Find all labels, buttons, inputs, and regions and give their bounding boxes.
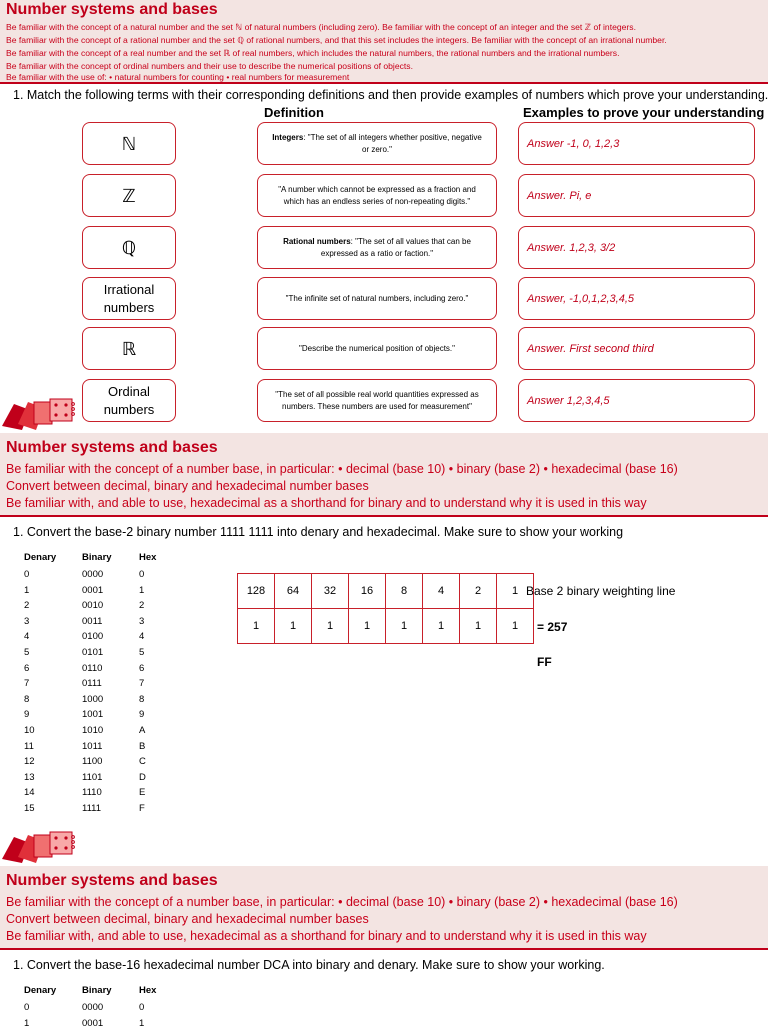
table-cell: 0010 <box>82 600 104 612</box>
section1-objective: Be familiar with the concept of a natural number and the set ℕ of natural numbers (including zero). Be familiar with the concept of an integer and the set ℤ of integers. <box>6 22 636 32</box>
table-cell: 15 <box>24 803 35 814</box>
definition-header: Definition <box>264 105 324 120</box>
definition-text: : "The set of all integers whether positive, negative or zero." <box>303 132 482 154</box>
section3-divider <box>0 948 768 950</box>
table-cell: A <box>139 725 146 736</box>
answer-field[interactable]: Answer -1, 0, 1,2,3 <box>518 122 755 165</box>
table-cell: 9 <box>139 709 145 721</box>
bit-cell: 1 <box>238 609 275 644</box>
weight-cell: 16 <box>349 574 386 609</box>
table-cell: 0000 <box>82 569 104 580</box>
table-cell: 0 <box>139 1002 145 1013</box>
table-cell: 5 <box>139 647 145 658</box>
term-box: Irrational numbers <box>82 277 176 320</box>
term-box: ℝ <box>82 327 176 370</box>
dice-logo-icon <box>0 829 78 865</box>
table-cell: F <box>139 803 145 814</box>
definition-box <box>257 327 497 370</box>
definition-box <box>257 226 497 269</box>
table-header: Denary <box>24 552 57 563</box>
section1-objective: Be familiar with the concept of a real number and the set ℝ of real numbers, which includes the natural numbers, the rational numbers and the irrational numbers. <box>6 48 620 58</box>
table-cell: B <box>139 740 146 752</box>
bit-cell: 1 <box>349 609 386 644</box>
section2-title: Number systems and bases <box>6 439 218 456</box>
binary-weighting-grid <box>237 573 534 644</box>
section2-divider <box>0 515 768 517</box>
section3-objective: Be familiar with, and able to use, hexadecimal as a shorthand for binary and to understand why it is used in this way <box>6 929 647 943</box>
examples-header: Examples to prove your understanding <box>523 105 765 120</box>
table-cell: 3 <box>139 615 145 627</box>
table-cell: 14 <box>24 787 35 799</box>
table-cell: 6 <box>139 662 145 674</box>
table-cell: 0100 <box>82 631 104 643</box>
weight-cell: 2 <box>460 574 497 609</box>
definition-term: Rational numbers <box>283 236 351 246</box>
term-box: ℕ <box>82 122 176 165</box>
weight-cell: 64 <box>275 574 312 609</box>
table-cell: 2 <box>139 600 145 612</box>
table-cell: 2 <box>24 600 30 612</box>
table-header: Denary <box>24 985 57 996</box>
table-cell: 8 <box>139 693 145 705</box>
table-cell: 1 <box>139 1017 145 1029</box>
table-cell: 0101 <box>82 647 104 658</box>
table-cell: 4 <box>24 631 30 643</box>
section1-objective: Be familiar with the concept of ordinal numbers and their use to describe the numerical positions of objects. <box>6 61 413 71</box>
table-cell: 1111 <box>82 803 102 814</box>
definition-text: "Describe the numerical position of objects." <box>299 343 455 353</box>
bit-cell: 1 <box>386 609 423 644</box>
table-cell: 8 <box>24 693 30 705</box>
section1-question: 1. Match the following terms with their corresponding definitions and then provide examples of numbers which prove your understanding. <box>13 88 768 102</box>
table-cell: 0001 <box>82 584 104 596</box>
table-cell: 1 <box>139 584 145 596</box>
table-cell: 9 <box>24 709 30 721</box>
table-cell: 0011 <box>82 615 103 627</box>
table-cell: D <box>139 771 146 783</box>
section1-objective: Be familiar with the use of: • natural numbers for counting • real numbers for measurement <box>6 72 350 82</box>
weight-cell: 8 <box>386 574 423 609</box>
table-cell: 0 <box>139 569 145 580</box>
weight-cell: 128 <box>238 574 275 609</box>
table-cell: 1100 <box>82 756 103 768</box>
term-box: ℤ <box>82 174 176 217</box>
table-cell: 0110 <box>82 662 103 674</box>
table-cell: 0000 <box>82 1002 104 1013</box>
definition-box <box>257 122 497 165</box>
table-cell: 6 <box>24 662 30 674</box>
table-cell: 1001 <box>82 709 104 721</box>
table-header: Binary <box>82 552 112 563</box>
table-cell: 1110 <box>82 787 102 799</box>
table-cell: 13 <box>24 771 35 783</box>
weighting-label: Base 2 binary weighting line <box>526 584 676 598</box>
table-cell: 1 <box>24 584 30 596</box>
section1-divider <box>0 82 768 84</box>
table-cell: 7 <box>139 678 145 690</box>
definition-box <box>257 379 497 422</box>
section3-question: 1. Convert the base-16 hexadecimal number DCA into binary and denary. Make sure to show your working. <box>13 958 605 972</box>
table-cell: 0 <box>24 569 30 580</box>
section3-objective: Be familiar with the concept of a number base, in particular: • decimal (base 10) • binary (base 2) • hexadecimal (base 16) <box>6 895 678 909</box>
definition-text: : "The set of all values that can be expressed as a ratio or faction." <box>320 236 471 258</box>
definition-text: "A number which cannot be expressed as a fraction and which has an endless series of non-repeating digits." <box>278 184 476 206</box>
table-cell: 4 <box>139 631 145 643</box>
section2-objective: Be familiar with the concept of a number base, in particular: • decimal (base 10) • binary (base 2) • hexadecimal (base 16) <box>6 462 678 476</box>
bit-cell: 1 <box>312 609 349 644</box>
section1-objective: Be familiar with the concept of a rational number and the set ℚ of rational numbers, and that this set includes the integers. Be familiar with the concept of an irrational number. <box>6 35 667 45</box>
weight-cell: 32 <box>312 574 349 609</box>
denary-result: = 257 <box>537 620 568 634</box>
table-cell: 0001 <box>82 1017 104 1029</box>
term-box: ℚ <box>82 226 176 269</box>
table-cell: 1000 <box>82 693 104 705</box>
bit-cell: 1 <box>275 609 312 644</box>
section3-title: Number systems and bases <box>6 872 218 889</box>
definition-text: "The infinite set of natural numbers, including zero." <box>285 293 469 303</box>
hex-result: FF <box>537 655 552 669</box>
table-header: Binary <box>82 985 112 996</box>
table-cell: 1101 <box>82 771 103 783</box>
table-cell: C <box>139 756 146 768</box>
weight-cell: 4 <box>423 574 460 609</box>
table-cell: 1 <box>24 1017 30 1029</box>
definition-box <box>257 277 497 320</box>
weight-cell: 1 <box>497 574 534 609</box>
table-cell: 11 <box>24 740 34 752</box>
answer-field[interactable]: Answer. 1,2,3, 3/2 <box>518 226 755 269</box>
section2-objective: Be familiar with, and able to use, hexadecimal as a shorthand for binary and to understand why it is used in this way <box>6 496 647 510</box>
table-header: Hex <box>139 985 157 996</box>
bit-cell: 1 <box>497 609 534 644</box>
table-cell: 12 <box>24 756 35 768</box>
bit-cell: 1 <box>460 609 497 644</box>
answer-field[interactable]: Answer. Pi, e <box>518 174 755 217</box>
table-cell: 5 <box>24 647 30 658</box>
table-cell: 3 <box>24 615 30 627</box>
definition-box <box>257 174 497 217</box>
table-cell: 0 <box>24 1002 30 1013</box>
table-cell: 1010 <box>82 725 104 736</box>
definition-text: "The set of all possible real world quantities expressed as numbers. These numbers are used for measurement" <box>275 389 479 411</box>
table-cell: 7 <box>24 678 30 690</box>
section3-objective: Convert between decimal, binary and hexadecimal number bases <box>6 912 369 926</box>
table-cell: 10 <box>24 725 35 736</box>
table-cell: 0111 <box>82 678 102 690</box>
table-cell: E <box>139 787 146 799</box>
term-box: Ordinal numbers <box>82 379 176 422</box>
definition-term: Integers <box>272 132 304 142</box>
answer-field[interactable]: Answer, -1,0,1,2,3,4,5 <box>518 277 755 320</box>
answer-field[interactable]: Answer. First second third <box>518 327 755 370</box>
section2-question: 1. Convert the base-2 binary number 1111 1111 into denary and hexadecimal. Make sure to show your working <box>13 525 624 539</box>
table-cell: 1011 <box>82 740 103 752</box>
dice-logo-icon <box>0 396 78 432</box>
section2-objective: Convert between decimal, binary and hexadecimal number bases <box>6 479 369 493</box>
section1-title: Number systems and bases <box>6 1 218 18</box>
bit-cell: 1 <box>423 609 460 644</box>
answer-field[interactable]: Answer 1,2,3,4,5 <box>518 379 755 422</box>
table-header: Hex <box>139 552 157 563</box>
